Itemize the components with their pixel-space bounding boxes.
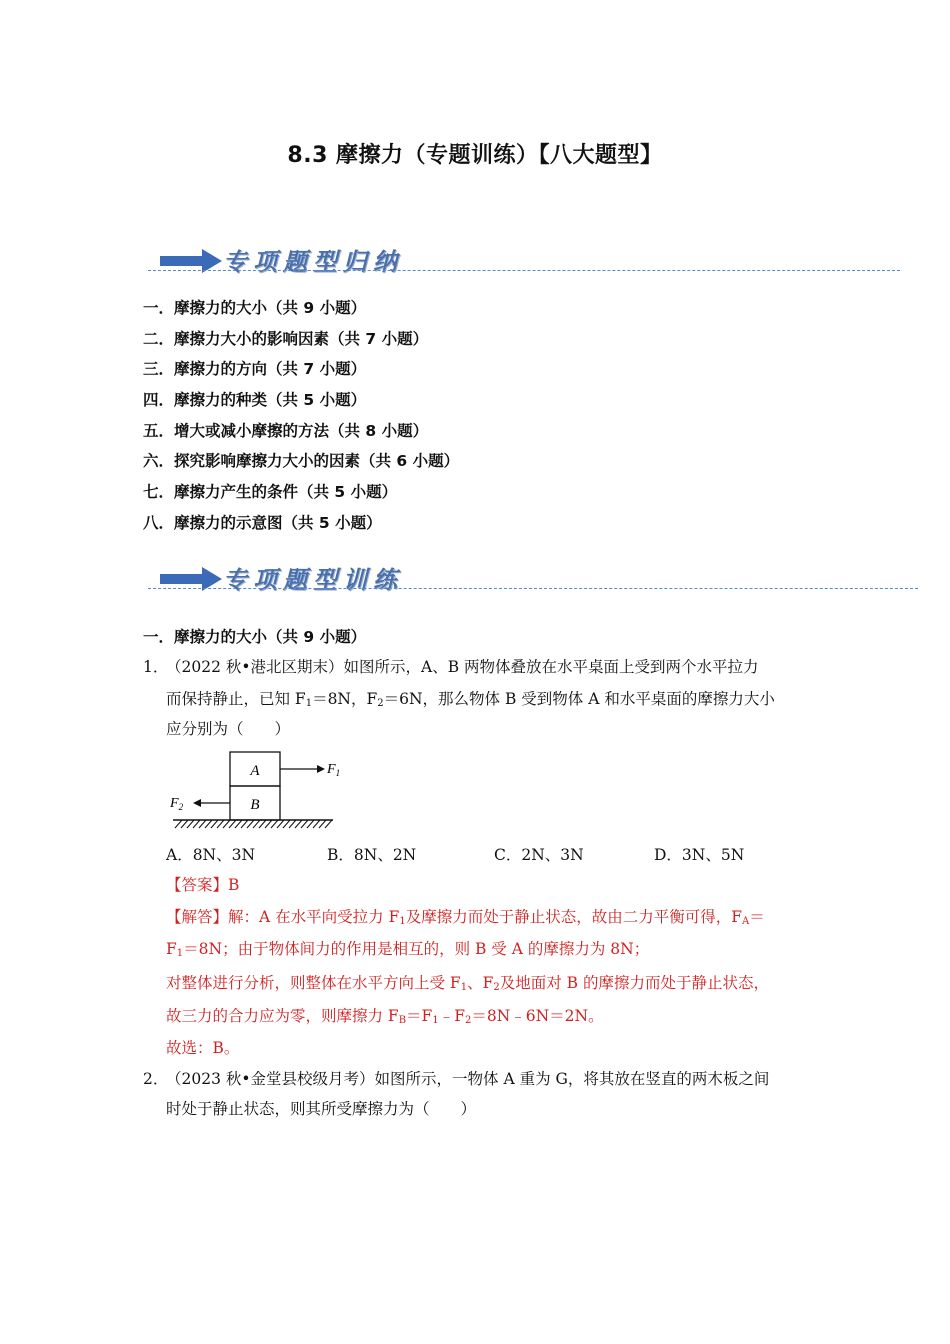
- question-text: 应分别为（ ）: [166, 720, 291, 738]
- svg-text:F2: $F_2$: [170, 796, 184, 812]
- section-heading: 一．摩擦力的大小（共 9 小题）: [143, 628, 367, 646]
- arrow-f2-icon: [193, 799, 201, 807]
- block-a-label: A: [250, 763, 260, 779]
- f1-label: F: [327, 762, 336, 777]
- choose-line: 故选：B。: [166, 1039, 240, 1057]
- toc-item: 三．摩擦力的方向（共 7 小题）: [143, 360, 367, 379]
- block-b-label: B: [250, 797, 260, 813]
- section-banner-training: [148, 558, 928, 598]
- divider: [148, 588, 918, 589]
- toc-item: 五．增大或减小摩擦的方法（共 8 小题）: [143, 421, 429, 440]
- divider: [148, 270, 900, 271]
- toc-list: [143, 293, 459, 539]
- toc-item: 八．摩擦力的示意图（共 5 小题）: [143, 513, 382, 532]
- option-a: A．8N、3N: [166, 846, 256, 864]
- arrow-f1-icon: [317, 765, 325, 773]
- solution-line: $F_1=8N$；由于物体间力的作用是相互的，则 B 受 A 的摩擦力为 8N；: [166, 940, 650, 959]
- answer: 【答案】B: [166, 876, 240, 894]
- blocks-figure: [165, 748, 365, 834]
- solution-line: 【解答】解：A 在水平向受拉力 $F_1$及摩擦力而处于静止状态，故由二力平衡可得，$F_A=$: [166, 908, 765, 927]
- solution-line: 故三力的合力应为零，则摩擦力 $F_B=F_1﹣F_2=8N﹣6N=2N$。: [166, 1007, 604, 1026]
- f2-label: F: [170, 796, 179, 811]
- question-text: 而保持静止，已知 $F_1=8N$，$F_2=6N$，那么物体 B 受到物体 A 和水平桌面的摩擦力大小: [166, 690, 775, 709]
- page-title: 8.3 摩擦力（专题训练）【八大题型】: [287, 143, 663, 168]
- question-text: 时处于静止状态，则其所受摩擦力为（ ）: [166, 1100, 477, 1118]
- question-text: （2022 秋•港北区期末）如图所示，A、B 两物体叠放在水平桌面上受到两个水平拉力: [166, 658, 759, 676]
- toc-item: 七．摩擦力产生的条件（共 5 小题）: [143, 483, 398, 502]
- svg-text:F1: $F_1$: [327, 762, 341, 778]
- toc-item: 六．探究影响摩擦力大小的因素（共 6 小题）: [143, 452, 460, 471]
- toc-item: 二．摩擦力大小的影响因素（共 7 小题）: [143, 329, 429, 348]
- solution-line: 对整体进行分析，则整体在水平方向上受 $F_1$、$F_2$及地面对 B 的摩擦力而处于静止状态，: [166, 974, 769, 993]
- question-number: 1．: [143, 658, 169, 676]
- question-number: 2．: [143, 1070, 169, 1088]
- banner-title: 专项题型训练: [223, 566, 403, 594]
- section-banner-summary: [148, 240, 928, 280]
- banner-title: 专项题型归纳: [223, 248, 403, 276]
- question-text: （2023 秋•金堂县校级月考）如图所示，一物体 A 重为 G，将其放在竖直的两木板之间: [166, 1070, 770, 1088]
- toc-item: 四．摩擦力的种类（共 5 小题）: [143, 391, 367, 410]
- option-c: C．2N、3N: [494, 846, 584, 864]
- option-d: D．3N、5N: [654, 846, 745, 864]
- option-b: B．8N、2N: [327, 846, 417, 864]
- toc-item: 一．摩擦力的大小（共 9 小题）: [143, 299, 367, 317]
